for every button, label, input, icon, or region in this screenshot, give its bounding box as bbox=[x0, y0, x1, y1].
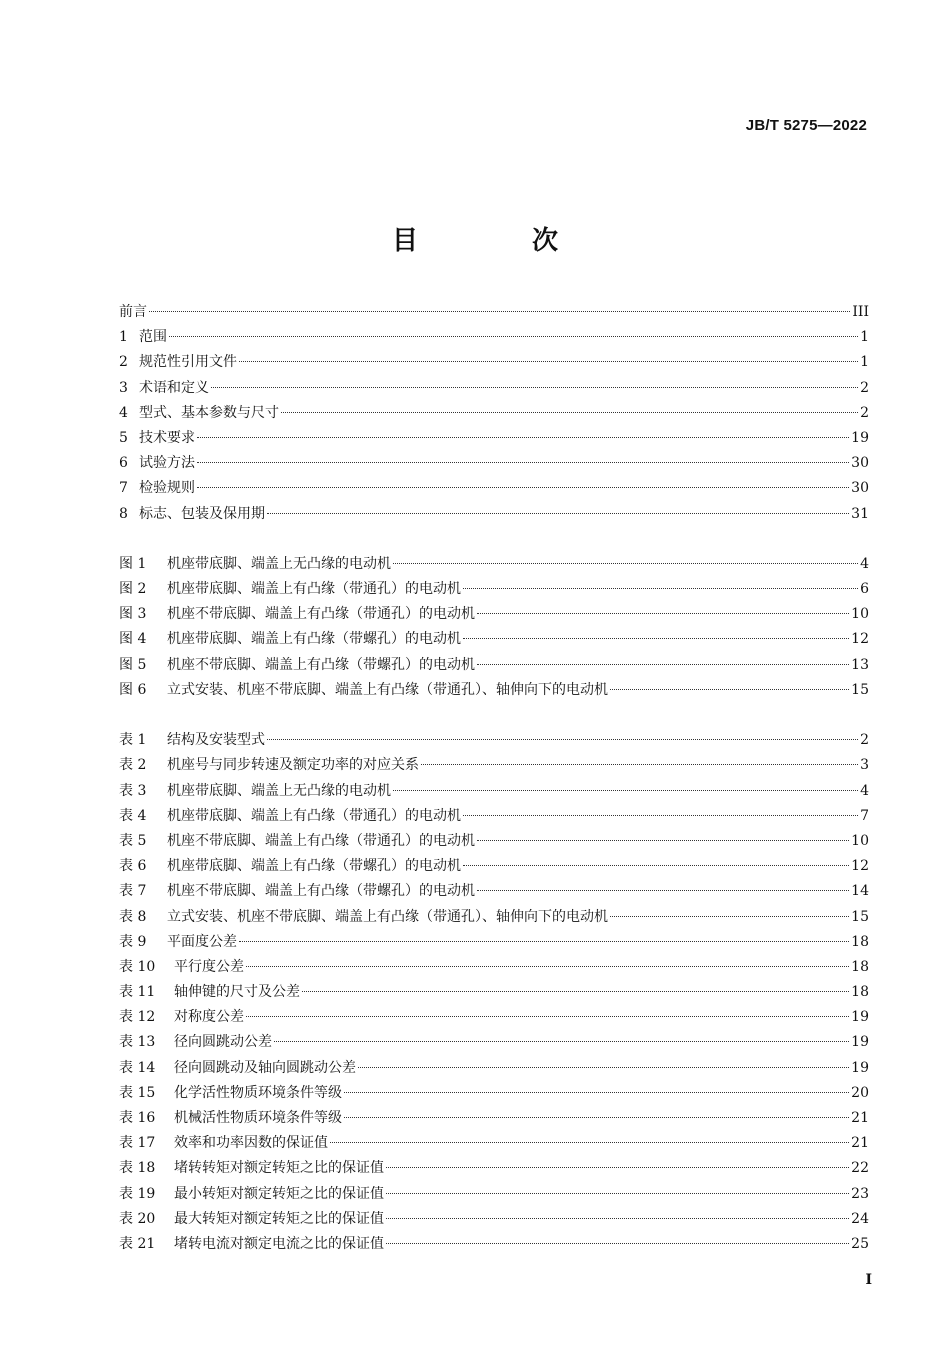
toc-entry-number: 图 4 bbox=[119, 631, 147, 648]
toc-entry-section[interactable] bbox=[119, 451, 869, 476]
page-number: I bbox=[865, 1272, 872, 1288]
toc-entry-section[interactable] bbox=[119, 401, 869, 426]
toc-entry-number: 8 bbox=[119, 505, 128, 522]
toc-entry-label: 最大转矩对额定转矩之比的保证值 bbox=[174, 1210, 384, 1227]
dot-leader bbox=[149, 311, 850, 312]
toc-entry-page: 15 bbox=[851, 681, 869, 698]
toc-entry-page: 21 bbox=[851, 1135, 869, 1152]
toc-entry-page: 12 bbox=[851, 858, 869, 875]
toc-entry-figure[interactable] bbox=[119, 602, 869, 627]
toc-entry-table[interactable] bbox=[119, 1005, 869, 1030]
toc-entry-number: 5 bbox=[119, 429, 128, 446]
toc-entry-page: 10 bbox=[851, 832, 869, 849]
toc-entry-page: 31 bbox=[851, 505, 869, 522]
toc-entry-number: 图 2 bbox=[119, 581, 147, 598]
toc-entry-page: 30 bbox=[851, 455, 869, 472]
toc-entry-label: 堵转转矩对额定转矩之比的保证值 bbox=[174, 1160, 384, 1177]
toc-tables bbox=[119, 728, 869, 1257]
toc-entry-label: 标志、包装及保用期 bbox=[139, 505, 265, 522]
toc-entry-label: 立式安装、机座不带底脚、端盖上有凸缘（带通孔）、轴伸向下的电动机 bbox=[167, 681, 608, 698]
toc-entry-label: 堵转电流对额定电流之比的保证值 bbox=[174, 1235, 384, 1252]
toc-entry-label: 径向圆跳动及轴向圆跳动公差 bbox=[174, 1059, 356, 1076]
toc-entry-table[interactable] bbox=[119, 1081, 869, 1106]
toc-entry-number: 表 3 bbox=[119, 782, 147, 799]
toc-entry-page: 14 bbox=[851, 883, 869, 900]
toc-entry-page: 25 bbox=[851, 1235, 869, 1252]
toc-entry-label: 规范性引用文件 bbox=[139, 354, 237, 371]
toc-entry-number: 表 1 bbox=[119, 732, 147, 749]
toc-entry-page: 15 bbox=[851, 908, 869, 925]
toc-entry-number: 图 6 bbox=[119, 681, 147, 698]
toc-entry-label: 效率和功率因数的保证值 bbox=[174, 1135, 328, 1152]
toc-entry-number: 表 8 bbox=[119, 908, 147, 925]
toc-entry-table[interactable] bbox=[119, 1106, 869, 1131]
toc-entry-page: 24 bbox=[851, 1210, 869, 1227]
toc-entry-number: 表 16 bbox=[119, 1110, 156, 1126]
toc-entry-number: 表 10 bbox=[119, 958, 156, 975]
dot-leader bbox=[463, 865, 849, 866]
toc-entry-table[interactable] bbox=[119, 1232, 869, 1257]
toc-sections bbox=[119, 300, 869, 527]
toc-entry-figure[interactable] bbox=[119, 653, 869, 678]
toc-entry-page: 10 bbox=[851, 606, 869, 623]
toc-entry-page: 18 bbox=[851, 933, 869, 950]
dot-leader bbox=[477, 664, 849, 665]
toc-entry-label: 立式安装、机座不带底脚、端盖上有凸缘（带通孔）、轴伸向下的电动机 bbox=[167, 908, 608, 925]
dot-leader bbox=[239, 941, 849, 942]
toc-figures bbox=[119, 552, 869, 703]
dot-leader bbox=[246, 966, 849, 967]
toc-entry-section[interactable] bbox=[119, 502, 869, 527]
toc-entry-page: 4 bbox=[860, 782, 869, 799]
dot-leader bbox=[421, 764, 858, 765]
toc-entry-label: 机座带底脚、端盖上无凸缘的电动机 bbox=[167, 555, 391, 572]
dot-leader bbox=[386, 1218, 849, 1219]
toc-entry-table[interactable] bbox=[119, 854, 869, 879]
toc-entry-table[interactable] bbox=[119, 1182, 869, 1207]
toc-entry-label: 最小转矩对额定转矩之比的保证值 bbox=[174, 1185, 384, 1202]
toc-entry-page: 30 bbox=[851, 480, 869, 497]
dot-leader bbox=[344, 1092, 849, 1093]
toc-entry-table[interactable] bbox=[119, 1131, 869, 1156]
toc-entry-page: 18 bbox=[851, 984, 869, 1001]
dot-leader bbox=[344, 1117, 849, 1118]
dot-leader bbox=[386, 1193, 849, 1194]
dot-leader bbox=[169, 336, 858, 337]
toc-entry-number: 表 2 bbox=[119, 757, 147, 774]
toc-entry-table[interactable] bbox=[119, 779, 869, 804]
toc-entry-label: 平面度公差 bbox=[167, 933, 237, 950]
toc-entry-page: 3 bbox=[860, 757, 869, 774]
dot-leader bbox=[610, 689, 849, 690]
toc-entry-label: 化学活性物质环境条件等级 bbox=[174, 1084, 342, 1101]
toc-entry-label: 机座不带底脚、端盖上有凸缘（带通孔）的电动机 bbox=[167, 832, 475, 849]
toc-entry-label: 机座带底脚、端盖上无凸缘的电动机 bbox=[167, 782, 391, 799]
toc-entry-page: 21 bbox=[851, 1110, 869, 1126]
toc-entry-number: 表 15 bbox=[119, 1084, 156, 1101]
toc-entry-page: 4 bbox=[860, 555, 869, 572]
toc-entry-figure[interactable] bbox=[119, 678, 869, 703]
toc-entry-table[interactable] bbox=[119, 1207, 869, 1232]
toc-entry-number: 图 1 bbox=[119, 555, 147, 572]
toc-entry-number: 图 3 bbox=[119, 606, 147, 623]
dot-leader bbox=[463, 815, 858, 816]
toc-entry-section[interactable] bbox=[119, 325, 869, 350]
toc-entry-figure[interactable] bbox=[119, 627, 869, 652]
document-code: JB/T 5275—2022 bbox=[745, 117, 867, 134]
toc-entry-number: 2 bbox=[119, 354, 128, 371]
toc-entry-figure[interactable] bbox=[119, 577, 869, 602]
toc-entry-table[interactable] bbox=[119, 930, 869, 955]
toc-entry-label: 机座带底脚、端盖上有凸缘（带通孔）的电动机 bbox=[167, 807, 461, 824]
toc-entry-number: 表 11 bbox=[119, 984, 156, 1001]
toc-entry-section[interactable] bbox=[119, 376, 869, 401]
toc-entry-table[interactable] bbox=[119, 1030, 869, 1055]
toc-entry-page: 2 bbox=[860, 404, 869, 421]
toc-entry-page: III bbox=[852, 304, 869, 320]
toc-entry-number: 4 bbox=[119, 404, 128, 421]
dot-leader bbox=[197, 437, 849, 438]
toc-entry-number: 表 12 bbox=[119, 1009, 156, 1026]
dot-leader bbox=[477, 840, 849, 841]
dot-leader bbox=[197, 462, 849, 463]
dot-leader bbox=[330, 1142, 849, 1143]
toc-entry-number: 图 5 bbox=[119, 656, 147, 673]
dot-leader bbox=[197, 487, 849, 488]
toc-entry-page: 18 bbox=[851, 958, 869, 975]
toc-entry-number: 表 6 bbox=[119, 858, 147, 875]
toc-entry-page: 19 bbox=[851, 1059, 869, 1076]
toc-entry-number: 表 9 bbox=[119, 933, 147, 950]
dot-leader bbox=[302, 991, 849, 992]
toc-entry-label: 对称度公差 bbox=[174, 1009, 244, 1026]
toc-entry-page: 20 bbox=[851, 1084, 869, 1101]
table-of-contents bbox=[119, 300, 869, 1257]
toc-entry-page: 23 bbox=[851, 1185, 869, 1202]
toc-entry-label: 机座带底脚、端盖上有凸缘（带通孔）的电动机 bbox=[167, 581, 461, 598]
dot-leader bbox=[267, 739, 858, 740]
toc-entry-page: 2 bbox=[860, 732, 869, 749]
toc-entry-table[interactable] bbox=[119, 879, 869, 904]
toc-entry-number: 表 19 bbox=[119, 1185, 156, 1202]
dot-leader bbox=[274, 1041, 849, 1042]
toc-entry-number: 7 bbox=[119, 480, 128, 497]
toc-entry-number: 表 20 bbox=[119, 1210, 156, 1227]
toc-entry-table[interactable] bbox=[119, 804, 869, 829]
toc-entry-page: 19 bbox=[851, 429, 869, 446]
toc-entry-table[interactable] bbox=[119, 753, 869, 778]
toc-entry-page: 19 bbox=[851, 1034, 869, 1051]
toc-entry-number: 表 14 bbox=[119, 1059, 156, 1076]
toc-entry-number: 3 bbox=[119, 379, 128, 396]
toc-entry-label: 型式、基本参数与尺寸 bbox=[139, 404, 279, 421]
toc-entry-page: 1 bbox=[860, 329, 869, 346]
toc-entry-label: 机座带底脚、端盖上有凸缘（带螺孔）的电动机 bbox=[167, 631, 461, 648]
toc-entry-number: 表 7 bbox=[119, 883, 147, 900]
toc-entry-figure[interactable] bbox=[119, 552, 869, 577]
dot-leader bbox=[393, 790, 858, 791]
dot-leader bbox=[211, 387, 858, 388]
toc-entry-section[interactable] bbox=[119, 300, 869, 325]
dot-leader bbox=[358, 1067, 849, 1068]
toc-entry-label: 范围 bbox=[139, 329, 167, 346]
toc-entry-number: 表 5 bbox=[119, 832, 147, 849]
toc-entry-label: 机座不带底脚、端盖上有凸缘（带螺孔）的电动机 bbox=[167, 883, 475, 900]
toc-entry-table[interactable] bbox=[119, 905, 869, 930]
toc-entry-page: 6 bbox=[860, 581, 869, 598]
toc-entry-page: 2 bbox=[860, 379, 869, 396]
toc-entry-label: 检验规则 bbox=[139, 480, 195, 497]
toc-entry-label: 前言 bbox=[119, 304, 147, 320]
toc-entry-number: 表 21 bbox=[119, 1235, 156, 1252]
dot-leader bbox=[239, 361, 858, 362]
page-title: 目 次 bbox=[391, 226, 602, 256]
toc-entry-number: 表 17 bbox=[119, 1135, 156, 1152]
toc-entry-label: 机械活性物质环境条件等级 bbox=[174, 1110, 342, 1126]
toc-entry-label: 术语和定义 bbox=[139, 379, 209, 396]
toc-entry-label: 平行度公差 bbox=[174, 958, 244, 975]
toc-entry-number: 表 18 bbox=[119, 1160, 156, 1177]
toc-entry-number: 6 bbox=[119, 455, 128, 472]
toc-gap bbox=[119, 527, 869, 552]
toc-entry-table[interactable] bbox=[119, 980, 869, 1005]
toc-entry-page: 19 bbox=[851, 1009, 869, 1026]
toc-entry-table[interactable] bbox=[119, 1156, 869, 1181]
toc-entry-section[interactable] bbox=[119, 476, 869, 501]
toc-entry-label: 机座不带底脚、端盖上有凸缘（带通孔）的电动机 bbox=[167, 606, 475, 623]
toc-entry-page: 1 bbox=[860, 354, 869, 371]
toc-entry-number: 1 bbox=[119, 329, 128, 346]
dot-leader bbox=[610, 916, 849, 917]
toc-entry-page: 13 bbox=[851, 656, 869, 673]
dot-leader bbox=[386, 1167, 849, 1168]
toc-entry-page: 7 bbox=[860, 807, 869, 824]
toc-entry-label: 试验方法 bbox=[139, 455, 195, 472]
toc-entry-label: 轴伸键的尺寸及公差 bbox=[174, 984, 300, 1001]
dot-leader bbox=[393, 563, 858, 564]
toc-entry-page: 12 bbox=[851, 631, 869, 648]
toc-entry-label: 结构及安装型式 bbox=[167, 732, 265, 749]
toc-entry-section[interactable] bbox=[119, 350, 869, 375]
toc-entry-table[interactable] bbox=[119, 955, 869, 980]
dot-leader bbox=[477, 613, 849, 614]
toc-entry-label: 机座带底脚、端盖上有凸缘（带螺孔）的电动机 bbox=[167, 858, 461, 875]
toc-entry-table[interactable] bbox=[119, 728, 869, 753]
toc-entry-label: 机座不带底脚、端盖上有凸缘（带螺孔）的电动机 bbox=[167, 656, 475, 673]
dot-leader bbox=[463, 638, 849, 639]
dot-leader bbox=[463, 588, 858, 589]
toc-gap bbox=[119, 703, 869, 728]
toc-entry-number: 表 13 bbox=[119, 1034, 156, 1051]
toc-entry-section[interactable] bbox=[119, 426, 869, 451]
dot-leader bbox=[477, 890, 849, 891]
toc-entry-label: 技术要求 bbox=[139, 429, 195, 446]
dot-leader bbox=[267, 513, 849, 514]
toc-entry-table[interactable] bbox=[119, 829, 869, 854]
dot-leader bbox=[386, 1243, 849, 1244]
toc-entry-label: 径向圆跳动公差 bbox=[174, 1034, 272, 1051]
dot-leader bbox=[281, 412, 858, 413]
toc-entry-label: 机座号与同步转速及额定功率的对应关系 bbox=[167, 757, 419, 774]
toc-entry-table[interactable] bbox=[119, 1056, 869, 1081]
toc-entry-number: 表 4 bbox=[119, 807, 147, 824]
toc-entry-page: 22 bbox=[851, 1160, 869, 1177]
dot-leader bbox=[246, 1016, 849, 1017]
